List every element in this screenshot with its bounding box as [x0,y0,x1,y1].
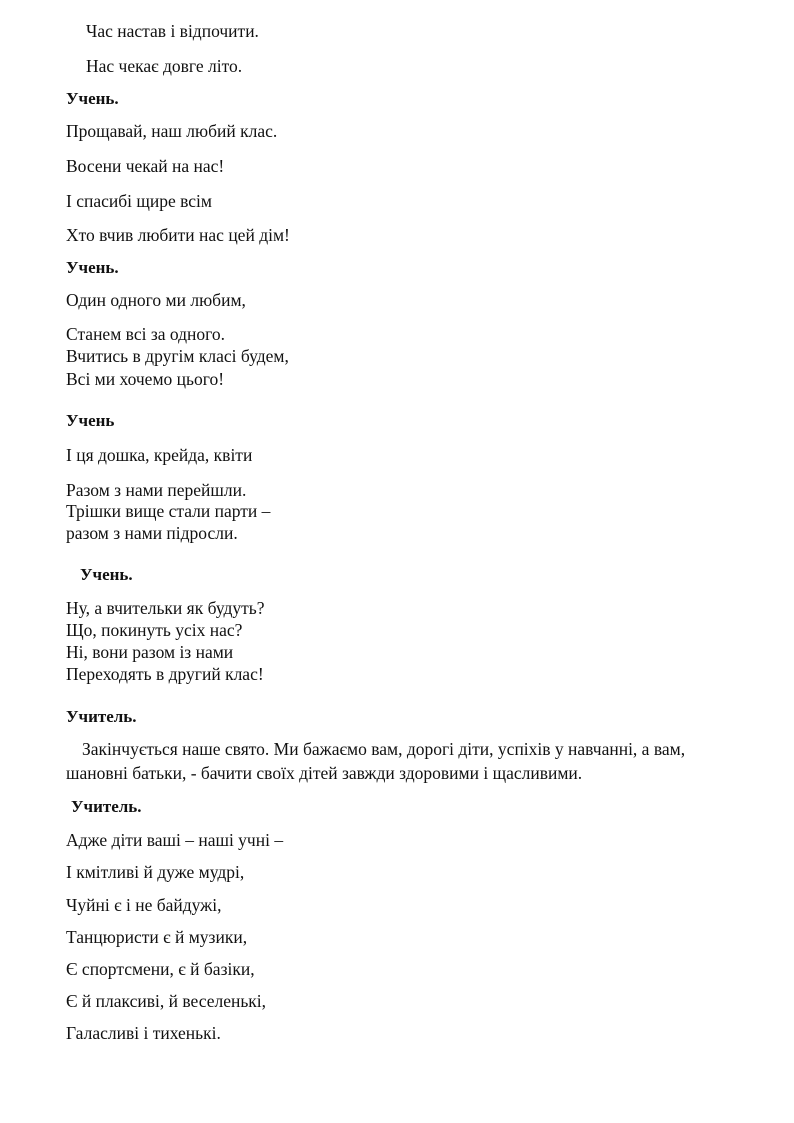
poem-line: Адже діти ваші – наші учні – [66,830,284,850]
poem-line: Переходять в другий клас! [66,664,264,684]
poem-line: Є й плаксиві, й веселенькі, [66,991,267,1011]
speaker-label: Учень [66,411,115,430]
speaker-label: Учитель. [66,707,137,726]
poem-line: Хто вчив любити нас цей дім! [66,225,290,245]
poem-line: І ця дошка, крейда, квіти [66,445,253,465]
poem-line: Станем всі за одного. [66,324,226,344]
speaker-label: Учень. [66,258,119,277]
speaker-label: Учитель. [71,797,142,816]
poem-line: Чуйні є і не байдужі, [66,895,222,915]
poem-line: разом з нами підросли. [66,523,238,543]
poem-line: І кмітливі й дуже мудрі, [66,862,245,882]
prose-line: шановні батьки, - бачити своїх дітей завжди здоровими і щасливими. [66,763,583,783]
poem-line: Всі ми хочемо цього! [66,369,225,389]
prose-line: Закінчується наше свято. Ми бажаємо вам, дорогі діти, успіхів у навчанні, а вам, [82,739,686,759]
poem-line: Прощавай, наш любий клас. [66,121,278,141]
poem-line: І спасибі щире всім [66,191,212,211]
poem-line: Трішки вище стали парти – [66,501,271,521]
poem-line: Нас чекає довге літо. [86,56,243,76]
poem-line: Ні, вони разом із нами [66,642,234,662]
poem-line: Вчитись в другім класі будем, [66,346,289,366]
poem-line: Разом з нами перейшли. [66,480,247,500]
poem-line: Є спортсмени, є й базіки, [66,959,255,979]
poem-line: Один одного ми любим, [66,290,246,310]
poem-line: Танцюристи є й музики, [66,927,248,947]
speaker-label: Учень. [66,89,119,108]
poem-line: Галасливі і тихенькі. [66,1023,221,1043]
speaker-label: Учень. [80,565,133,584]
poem-line: Що, покинуть усіх нас? [66,620,243,640]
poem-line: Восени чекай на нас! [66,156,225,176]
poem-line: Ну, а вчительки як будуть? [66,598,265,618]
poem-line: Час настав і відпочити. [86,21,259,41]
